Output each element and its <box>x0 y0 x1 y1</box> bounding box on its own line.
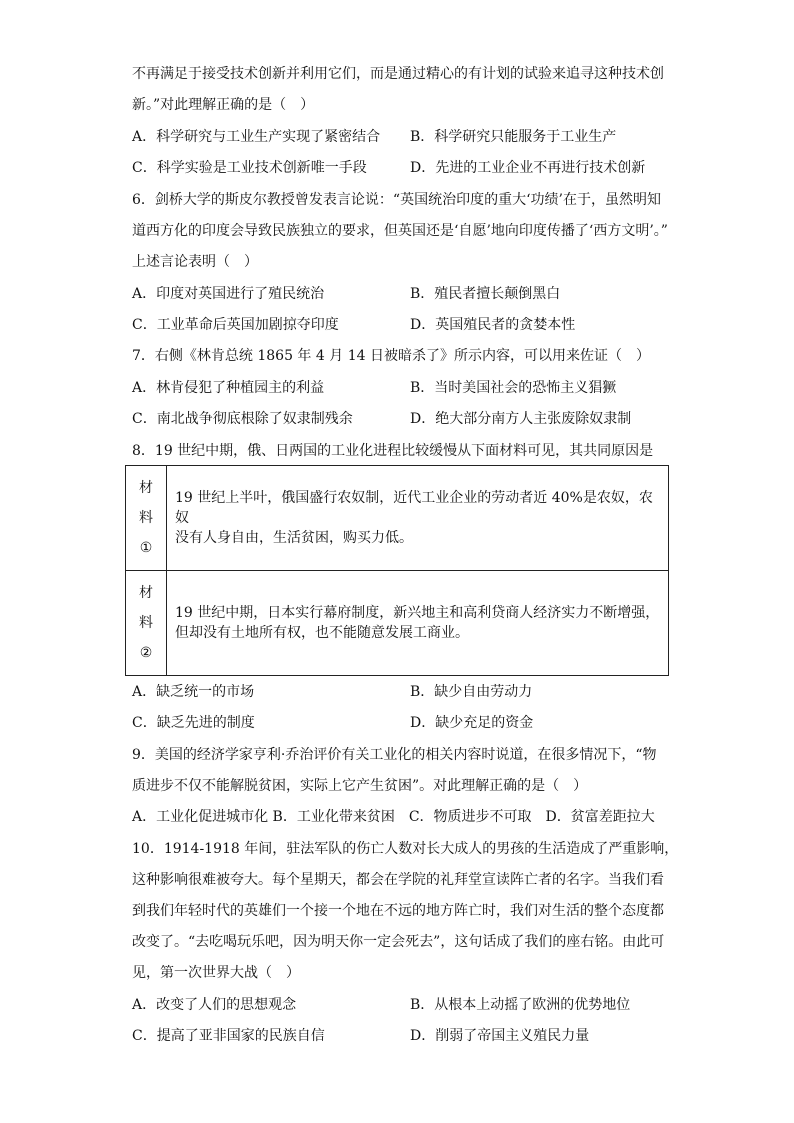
q9-stem-line-1: 9．美国的经济学家亨利·乔治评价有关工业化的相关内容时说道，在很多情况下，“物 <box>132 747 657 763</box>
material-2-text-line-1: 19 世纪中期，日本实行幕府制度，新兴地主和高利贷商人经济实力不断增强， <box>175 605 660 621</box>
q10-stem-line-5: 见，第一次世界大战（ ） <box>132 965 300 981</box>
material-1-label-number: ① <box>139 540 153 556</box>
q8-option-a: A．缺乏统一的市场 <box>132 684 255 700</box>
q9-stem-line-2: 质进步不仅不能解脱贫困，实际上它产生贫困”。对此理解正确的是（ ） <box>132 778 588 794</box>
material-1-text <box>167 466 669 571</box>
q6-stem-line-3: 上述言论表明（ ） <box>132 254 258 270</box>
q7-option-b: B．当时美国社会的恐怖主义猖獗 <box>410 380 617 396</box>
material-2-text-line-2: 但却没有土地所有权，也不能随意发展工商业。 <box>175 625 469 641</box>
q7-option-a: A．林肯侵犯了种植园主的利益 <box>132 380 325 396</box>
q5-option-d: D．先进的工业企业不再进行技术创新 <box>410 160 646 176</box>
q8-option-b: B．缺少自由劳动力 <box>410 684 533 700</box>
q10-stem-line-4: 改变了。“去吃喝玩乐吧，因为明天你一定会死去”，这句话成了我们的座右铭。由此可 <box>132 934 665 950</box>
q6-option-d: D．英国殖民者的贪婪本性 <box>410 317 576 333</box>
q10-option-a: A．改变了人们的思想观念 <box>132 997 297 1013</box>
q6-stem-line-1: 6．剑桥大学的斯皮尔教授曾发表言论说：“英国统治印度的重大‘功绩’在于，虽然明知 <box>132 192 661 208</box>
q5-option-a: A．科学研究与工业生产实现了紧密结合 <box>132 129 381 145</box>
q5-option-b: B．科学研究只能服务于工业生产 <box>410 129 617 145</box>
q6-stem-line-2: 道西方化的印度会导致民族独立的要求，但英国还是‘自愿’地向印度传播了‘西方文明’。” <box>132 223 668 239</box>
q5-option-c: C．科学实验是工业技术创新唯一手段 <box>132 160 367 176</box>
material-2-label-number: ② <box>139 645 153 661</box>
q7-stem-line-1: 7．右侧《林肯总统 1865 年 4 月 14 日被暗杀了》所示内容，可以用来佐证（ ） <box>132 348 650 364</box>
q9-options-line: A．工业化促进城市化 B．工业化带来贫困 C．物质进步不可取 D．贫富差距拉大 <box>132 809 655 825</box>
material-1-label-char: 材 <box>139 480 153 496</box>
q8-materials-table <box>125 465 669 676</box>
q10-stem-line-3: 到我们年轻时代的英雄们一个接一个地在不远的地方阵亡时，我们对生活的整个态度都 <box>132 903 664 919</box>
material-1-label-char: 料 <box>139 510 153 526</box>
q8-stem-line-1: 8．19 世纪中期，俄、日两国的工业化进程比较缓慢从下面材料可见，其共同原因是 <box>132 443 654 459</box>
q7-option-c: C．南北战争彻底根除了奴隶制残余 <box>132 411 353 427</box>
q10-option-d: D．削弱了帝国主义殖民力量 <box>410 1028 590 1044</box>
material-2-label-char: 料 <box>139 615 153 631</box>
q10-stem-line-1: 10．1914-1918 年间，驻法军队的伤亡人数对长大成人的男孩的生活造成了严重影响， <box>132 841 679 857</box>
q6-option-a: A．印度对英国进行了殖民统治 <box>132 286 325 302</box>
material-2-label <box>126 571 167 676</box>
q8-option-c: C．缺乏先进的制度 <box>132 715 255 731</box>
q7-option-d: D．绝大部分南方人主张废除奴隶制 <box>410 411 632 427</box>
material-2-label-char: 材 <box>139 585 153 601</box>
material-1-label <box>126 466 167 571</box>
material-1-text-line-2: 没有人身自由，生活贫困，购买力低。 <box>175 530 413 546</box>
q8-option-d: D．缺少充足的资金 <box>410 715 534 731</box>
material-row-1 <box>126 466 669 571</box>
material-2-text <box>167 571 669 676</box>
q5-stem-line-2: 新。”对此理解正确的是（ ） <box>132 97 315 113</box>
q10-stem-line-2: 这种影响很难被夸大。每个星期天，都会在学院的礼拜堂宣读阵亡者的名字。当我们看 <box>132 872 664 888</box>
q5-stem-line-1: 不再满足于接受技术创新并利用它们，而是通过精心的有计划的试验来追寻这种技术创 <box>132 66 664 82</box>
material-1-text-line-1: 19 世纪上半叶，俄国盛行农奴制，近代工业企业的劳动者近 40%是农奴，农奴 <box>175 490 653 526</box>
material-row-2 <box>126 571 669 676</box>
q10-option-c: C．提高了亚非国家的民族自信 <box>132 1028 325 1044</box>
q10-option-b: B．从根本上动摇了欧洲的优势地位 <box>410 997 631 1013</box>
q6-option-c: C．工业革命后英国加剧掠夺印度 <box>132 317 339 333</box>
q6-option-b: B．殖民者擅长颠倒黑白 <box>410 286 561 302</box>
